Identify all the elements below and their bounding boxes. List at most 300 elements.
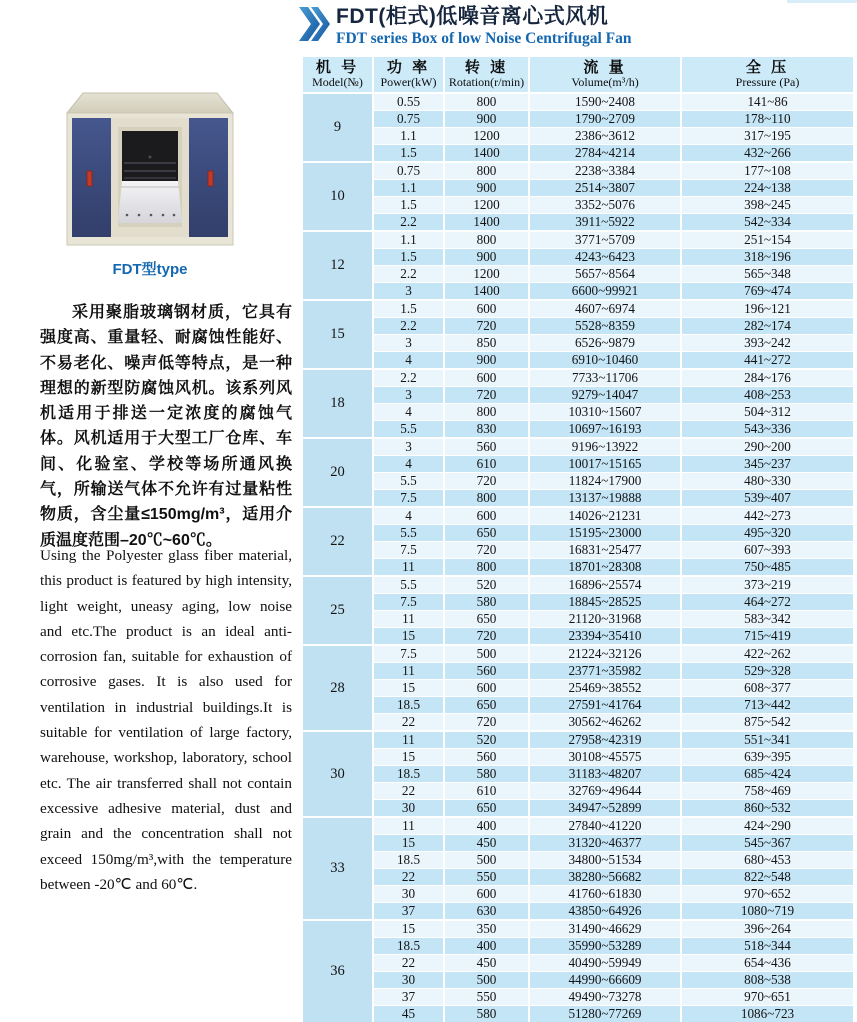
cell-rotation: 600 bbox=[445, 508, 528, 524]
cell-rotation: 650 bbox=[445, 525, 528, 541]
cell-volume: 21120~31968 bbox=[530, 611, 680, 627]
cell-rotation: 900 bbox=[445, 180, 528, 196]
cell-power: 22 bbox=[374, 714, 443, 730]
cell-volume: 16896~25574 bbox=[530, 577, 680, 593]
cell-rotation: 720 bbox=[445, 318, 528, 334]
cell-pressure: 224~138 bbox=[682, 180, 853, 196]
cell-pressure: 495~320 bbox=[682, 525, 853, 541]
cell-power: 11 bbox=[374, 818, 443, 834]
cell-pressure: 583~342 bbox=[682, 611, 853, 627]
cell-power: 30 bbox=[374, 800, 443, 816]
model-group bbox=[303, 370, 853, 437]
cell-rotation: 650 bbox=[445, 800, 528, 816]
table-row bbox=[374, 766, 853, 782]
cell-volume: 2514~3807 bbox=[530, 180, 680, 196]
cell-rotation: 800 bbox=[445, 232, 528, 248]
cell-pressure: 654~436 bbox=[682, 955, 853, 971]
cell-pressure: 1086~723 bbox=[682, 1006, 853, 1022]
fan-handle-right bbox=[208, 171, 213, 186]
cell-volume: 30108~45575 bbox=[530, 749, 680, 765]
model-group bbox=[303, 577, 853, 644]
model-cell: 20 bbox=[303, 439, 372, 506]
cell-volume: 23771~35982 bbox=[530, 663, 680, 679]
model-cell: 15 bbox=[303, 301, 372, 368]
table-row bbox=[374, 542, 853, 558]
cell-rotation: 580 bbox=[445, 594, 528, 610]
cell-power: 4 bbox=[374, 404, 443, 420]
cell-volume: 2386~3612 bbox=[530, 128, 680, 144]
cell-rotation: 610 bbox=[445, 783, 528, 799]
cell-volume: 5657~8564 bbox=[530, 266, 680, 282]
cell-power: 2.2 bbox=[374, 214, 443, 230]
cell-rotation: 900 bbox=[445, 352, 528, 368]
column-header-cn: 转 速 bbox=[464, 59, 509, 77]
cell-rotation: 1200 bbox=[445, 128, 528, 144]
table-row bbox=[374, 903, 853, 919]
cell-volume: 10697~16193 bbox=[530, 421, 680, 437]
cell-rotation: 850 bbox=[445, 335, 528, 351]
cell-volume: 6526~9879 bbox=[530, 335, 680, 351]
cell-rotation: 800 bbox=[445, 163, 528, 179]
cell-pressure: 282~174 bbox=[682, 318, 853, 334]
cell-pressure: 539~407 bbox=[682, 490, 853, 506]
table-row bbox=[374, 869, 853, 885]
cell-rotation: 400 bbox=[445, 818, 528, 834]
cell-rotation: 350 bbox=[445, 921, 528, 937]
table-row bbox=[374, 628, 853, 644]
cell-rotation: 600 bbox=[445, 370, 528, 386]
cell-pressure: 393~242 bbox=[682, 335, 853, 351]
model-cell: 28 bbox=[303, 646, 372, 730]
description-english: Using the Polyester glass fiber material, this product is featured by high intensity, light weight, uneasy aging, low noise and etc.The product is an ideal anti-corrosion fan, suitable for exhaustion of corrosive gases. It is also used for ventilation in industrial buildings.It is suitable for ventilation of large factory, warehouse, workshop, laboratory, school etc. The air transferred shall not contain excessive adhesive material, dust and grain and the concentration shall not exceed 150mg/m³,with the temperature between -20℃ and 60℃. bbox=[40, 547, 292, 893]
cell-rotation: 580 bbox=[445, 1006, 528, 1022]
table-row bbox=[374, 749, 853, 765]
table-row bbox=[374, 111, 853, 127]
cell-pressure: 685~424 bbox=[682, 766, 853, 782]
column-header-en: Power(kW) bbox=[380, 75, 437, 90]
model-group bbox=[303, 818, 853, 919]
fan-handle-left bbox=[87, 171, 92, 186]
table-row bbox=[374, 559, 853, 575]
model-cell: 22 bbox=[303, 508, 372, 575]
cell-volume: 4607~6974 bbox=[530, 301, 680, 317]
cell-rotation: 720 bbox=[445, 387, 528, 403]
table-row bbox=[374, 283, 853, 299]
table-row bbox=[374, 1006, 853, 1022]
cell-rotation: 900 bbox=[445, 249, 528, 265]
cell-power: 0.75 bbox=[374, 163, 443, 179]
cell-rotation: 800 bbox=[445, 559, 528, 575]
cell-power: 2.2 bbox=[374, 318, 443, 334]
cell-volume: 2238~3384 bbox=[530, 163, 680, 179]
cell-power: 7.5 bbox=[374, 490, 443, 506]
cell-rotation: 450 bbox=[445, 955, 528, 971]
cell-pressure: 529~328 bbox=[682, 663, 853, 679]
cell-pressure: 808~538 bbox=[682, 972, 853, 988]
description-chinese: 采用聚脂玻璃钢材质，它具有强度高、重量轻、耐腐蚀性能好、不易老化、噪声低等特点，是一种理想的新型防腐蚀风机。该系列风机适用于排送一定浓度的腐蚀气体。风机适用于大型工厂仓库、车间、化验室、学校等场所通风换气，所输送气体不允许有过量粘性物质，含尘量≤150mg/m³，适用介质温度范围–20℃~60℃。 bbox=[40, 304, 292, 549]
cell-pressure: 442~273 bbox=[682, 508, 853, 524]
cell-pressure: 639~395 bbox=[682, 749, 853, 765]
table-row bbox=[374, 714, 853, 730]
cell-power: 11 bbox=[374, 559, 443, 575]
cell-pressure: 196~121 bbox=[682, 301, 853, 317]
cell-rotation: 600 bbox=[445, 886, 528, 902]
table-row bbox=[374, 214, 853, 230]
cell-rotation: 1400 bbox=[445, 283, 528, 299]
cell-pressure: 680~453 bbox=[682, 852, 853, 868]
cell-volume: 6600~99921 bbox=[530, 283, 680, 299]
table-row bbox=[374, 646, 853, 662]
cell-pressure: 551~341 bbox=[682, 732, 853, 748]
cell-volume: 51280~77269 bbox=[530, 1006, 680, 1022]
column-header-en: Volume(m³/h) bbox=[571, 75, 639, 90]
scan-edge-artifact bbox=[787, 0, 857, 3]
table-header-row bbox=[303, 57, 853, 92]
model-group bbox=[303, 508, 853, 575]
cell-pressure: 607~393 bbox=[682, 542, 853, 558]
table-row bbox=[374, 128, 853, 144]
cell-pressure: 317~195 bbox=[682, 128, 853, 144]
cell-rotation: 550 bbox=[445, 989, 528, 1005]
spec-table bbox=[303, 57, 853, 1021]
cell-rotation: 500 bbox=[445, 852, 528, 868]
cell-volume: 1590~2408 bbox=[530, 94, 680, 110]
table-row bbox=[374, 663, 853, 679]
cell-rotation: 1400 bbox=[445, 214, 528, 230]
cell-volume: 3911~5922 bbox=[530, 214, 680, 230]
page-title: FDT(柜式)低噪音离心式风机 bbox=[336, 5, 609, 28]
cell-pressure: 970~651 bbox=[682, 989, 853, 1005]
model-cell: 36 bbox=[303, 921, 372, 1022]
cell-volume: 10310~15607 bbox=[530, 404, 680, 420]
cell-volume: 3771~5709 bbox=[530, 232, 680, 248]
model-group bbox=[303, 439, 853, 506]
table-row bbox=[374, 783, 853, 799]
cell-pressure: 715~419 bbox=[682, 628, 853, 644]
cell-power: 15 bbox=[374, 628, 443, 644]
cell-rotation: 500 bbox=[445, 646, 528, 662]
model-cell: 33 bbox=[303, 818, 372, 919]
double-chevron-icon bbox=[298, 5, 330, 43]
cell-pressure: 290~200 bbox=[682, 439, 853, 455]
table-row bbox=[374, 421, 853, 437]
table-row bbox=[374, 680, 853, 696]
cell-rotation: 450 bbox=[445, 835, 528, 851]
cell-volume: 14026~21231 bbox=[530, 508, 680, 524]
cell-volume: 31320~46377 bbox=[530, 835, 680, 851]
cell-pressure: 860~532 bbox=[682, 800, 853, 816]
cell-pressure: 565~348 bbox=[682, 266, 853, 282]
cell-power: 18.5 bbox=[374, 938, 443, 954]
cell-power: 5.5 bbox=[374, 473, 443, 489]
cell-pressure: 464~272 bbox=[682, 594, 853, 610]
cell-pressure: 177~108 bbox=[682, 163, 853, 179]
cell-pressure: 396~264 bbox=[682, 921, 853, 937]
cell-rotation: 560 bbox=[445, 439, 528, 455]
cell-volume: 18845~28525 bbox=[530, 594, 680, 610]
model-cell: 9 bbox=[303, 94, 372, 161]
cell-pressure: 545~367 bbox=[682, 835, 853, 851]
model-cell: 12 bbox=[303, 232, 372, 299]
cell-rotation: 720 bbox=[445, 628, 528, 644]
cell-pressure: 713~442 bbox=[682, 697, 853, 713]
cell-pressure: 408~253 bbox=[682, 387, 853, 403]
table-row bbox=[374, 387, 853, 403]
table-row bbox=[374, 318, 853, 334]
table-row bbox=[374, 180, 853, 196]
cell-power: 5.5 bbox=[374, 525, 443, 541]
model-cell: 25 bbox=[303, 577, 372, 644]
cell-power: 3 bbox=[374, 387, 443, 403]
table-row bbox=[374, 818, 853, 834]
cell-volume: 21224~32126 bbox=[530, 646, 680, 662]
model-group bbox=[303, 94, 853, 161]
cell-volume: 40490~59949 bbox=[530, 955, 680, 971]
cell-pressure: 284~176 bbox=[682, 370, 853, 386]
model-group bbox=[303, 301, 853, 368]
model-group bbox=[303, 232, 853, 299]
cell-power: 1.5 bbox=[374, 145, 443, 161]
cell-rotation: 1200 bbox=[445, 197, 528, 213]
cell-volume: 41760~61830 bbox=[530, 886, 680, 902]
cell-rotation: 1400 bbox=[445, 145, 528, 161]
cell-pressure: 542~334 bbox=[682, 214, 853, 230]
cell-volume: 5528~8359 bbox=[530, 318, 680, 334]
cell-power: 22 bbox=[374, 869, 443, 885]
table-row bbox=[374, 163, 853, 179]
title-block bbox=[298, 5, 631, 48]
cell-power: 7.5 bbox=[374, 646, 443, 662]
cell-rotation: 800 bbox=[445, 404, 528, 420]
cell-pressure: 432~266 bbox=[682, 145, 853, 161]
cell-power: 18.5 bbox=[374, 697, 443, 713]
cell-power: 11 bbox=[374, 663, 443, 679]
table-row bbox=[374, 972, 853, 988]
table-row bbox=[374, 335, 853, 351]
cell-volume: 32769~49644 bbox=[530, 783, 680, 799]
table-row bbox=[374, 456, 853, 472]
cell-power: 22 bbox=[374, 783, 443, 799]
cell-power: 1.5 bbox=[374, 301, 443, 317]
cell-volume: 15195~23000 bbox=[530, 525, 680, 541]
cell-power: 15 bbox=[374, 835, 443, 851]
cell-pressure: 345~237 bbox=[682, 456, 853, 472]
table-body bbox=[303, 94, 853, 1022]
table-row bbox=[374, 955, 853, 971]
cell-pressure: 398~245 bbox=[682, 197, 853, 213]
column-header-en: Model(№) bbox=[312, 75, 363, 90]
cell-volume: 31490~46629 bbox=[530, 921, 680, 937]
column-header-volume bbox=[530, 57, 680, 92]
cell-volume: 23394~35410 bbox=[530, 628, 680, 644]
table-row bbox=[374, 577, 853, 593]
column-header-cn: 全 压 bbox=[745, 59, 790, 77]
cell-rotation: 720 bbox=[445, 473, 528, 489]
fan-top-face bbox=[67, 93, 233, 113]
cell-power: 15 bbox=[374, 921, 443, 937]
table-row bbox=[374, 852, 853, 868]
table-row bbox=[374, 800, 853, 816]
table-row bbox=[374, 508, 853, 524]
column-header-cn: 功 率 bbox=[386, 59, 431, 77]
cell-rotation: 630 bbox=[445, 903, 528, 919]
table-row bbox=[374, 732, 853, 748]
cell-power: 0.55 bbox=[374, 94, 443, 110]
cell-volume: 30562~46262 bbox=[530, 714, 680, 730]
cell-volume: 44990~66609 bbox=[530, 972, 680, 988]
cell-power: 4 bbox=[374, 508, 443, 524]
cell-pressure: 504~312 bbox=[682, 404, 853, 420]
cell-pressure: 251~154 bbox=[682, 232, 853, 248]
cell-power: 4 bbox=[374, 352, 443, 368]
cell-pressure: 178~110 bbox=[682, 111, 853, 127]
column-header-power bbox=[374, 57, 443, 92]
cell-rotation: 520 bbox=[445, 732, 528, 748]
cell-pressure: 518~344 bbox=[682, 938, 853, 954]
cell-rotation: 580 bbox=[445, 766, 528, 782]
cell-power: 7.5 bbox=[374, 542, 443, 558]
table-row bbox=[374, 352, 853, 368]
cell-power: 18.5 bbox=[374, 766, 443, 782]
cell-rotation: 800 bbox=[445, 490, 528, 506]
cell-volume: 4243~6423 bbox=[530, 249, 680, 265]
cell-power: 45 bbox=[374, 1006, 443, 1022]
table-row bbox=[374, 525, 853, 541]
model-group bbox=[303, 163, 853, 230]
cell-pressure: 970~652 bbox=[682, 886, 853, 902]
table-row bbox=[374, 266, 853, 282]
cell-power: 2.2 bbox=[374, 266, 443, 282]
table-row bbox=[374, 232, 853, 248]
cell-volume: 27958~42319 bbox=[530, 732, 680, 748]
cell-power: 0.75 bbox=[374, 111, 443, 127]
table-row bbox=[374, 439, 853, 455]
cell-power: 3 bbox=[374, 283, 443, 299]
cell-volume: 27591~41764 bbox=[530, 697, 680, 713]
cell-power: 18.5 bbox=[374, 852, 443, 868]
cell-rotation: 1200 bbox=[445, 266, 528, 282]
cell-rotation: 600 bbox=[445, 680, 528, 696]
cell-volume: 18701~28308 bbox=[530, 559, 680, 575]
table-row bbox=[374, 989, 853, 1005]
cell-pressure: 1080~719 bbox=[682, 903, 853, 919]
cell-pressure: 543~336 bbox=[682, 421, 853, 437]
cell-rotation: 610 bbox=[445, 456, 528, 472]
cell-volume: 6910~10460 bbox=[530, 352, 680, 368]
column-header-pressure bbox=[682, 57, 853, 92]
cell-volume: 31183~48207 bbox=[530, 766, 680, 782]
cell-pressure: 608~377 bbox=[682, 680, 853, 696]
cell-rotation: 600 bbox=[445, 301, 528, 317]
cell-volume: 34800~51534 bbox=[530, 852, 680, 868]
cell-rotation: 720 bbox=[445, 714, 528, 730]
cell-power: 22 bbox=[374, 955, 443, 971]
table-row bbox=[374, 490, 853, 506]
page-subtitle: FDT series Box of low Noise Centrifugal Fan bbox=[336, 30, 632, 47]
column-header-cn: 流 量 bbox=[583, 59, 627, 77]
table-row bbox=[374, 835, 853, 851]
cell-volume: 35990~53289 bbox=[530, 938, 680, 954]
cell-volume: 9279~14047 bbox=[530, 387, 680, 403]
table-row bbox=[374, 938, 853, 954]
model-cell: 30 bbox=[303, 732, 372, 816]
cell-volume: 34947~52899 bbox=[530, 800, 680, 816]
cell-power: 11 bbox=[374, 611, 443, 627]
cell-power: 1.1 bbox=[374, 180, 443, 196]
model-cell: 10 bbox=[303, 163, 372, 230]
table-row bbox=[374, 594, 853, 610]
table-row bbox=[374, 697, 853, 713]
cell-rotation: 500 bbox=[445, 972, 528, 988]
cell-rotation: 650 bbox=[445, 611, 528, 627]
product-photo bbox=[63, 87, 237, 251]
column-header-cn: 机 号 bbox=[315, 59, 360, 77]
cell-rotation: 560 bbox=[445, 663, 528, 679]
table-row bbox=[374, 404, 853, 420]
table-row bbox=[374, 249, 853, 265]
cell-pressure: 441~272 bbox=[682, 352, 853, 368]
cell-rotation: 560 bbox=[445, 749, 528, 765]
column-header-model bbox=[303, 57, 372, 92]
table-row bbox=[374, 197, 853, 213]
cell-pressure: 318~196 bbox=[682, 249, 853, 265]
cell-pressure: 750~485 bbox=[682, 559, 853, 575]
model-cell: 18 bbox=[303, 370, 372, 437]
cell-power: 1.5 bbox=[374, 197, 443, 213]
cell-rotation: 520 bbox=[445, 577, 528, 593]
cell-volume: 49490~73278 bbox=[530, 989, 680, 1005]
cell-rotation: 900 bbox=[445, 111, 528, 127]
cell-volume: 7733~11706 bbox=[530, 370, 680, 386]
cell-volume: 38280~56682 bbox=[530, 869, 680, 885]
cell-rotation: 800 bbox=[445, 94, 528, 110]
cell-power: 1.1 bbox=[374, 128, 443, 144]
cell-pressure: 769~474 bbox=[682, 283, 853, 299]
cell-pressure: 875~542 bbox=[682, 714, 853, 730]
table-row bbox=[374, 886, 853, 902]
cell-rotation: 650 bbox=[445, 697, 528, 713]
cell-volume: 27840~41220 bbox=[530, 818, 680, 834]
model-group bbox=[303, 921, 853, 1022]
cell-power: 7.5 bbox=[374, 594, 443, 610]
cell-volume: 9196~13922 bbox=[530, 439, 680, 455]
table-row bbox=[374, 301, 853, 317]
cell-power: 5.5 bbox=[374, 577, 443, 593]
cell-power: 3 bbox=[374, 335, 443, 351]
cell-power: 37 bbox=[374, 989, 443, 1005]
cell-volume: 13137~19888 bbox=[530, 490, 680, 506]
column-header-rotation bbox=[445, 57, 528, 92]
cell-pressure: 480~330 bbox=[682, 473, 853, 489]
cell-volume: 43850~64926 bbox=[530, 903, 680, 919]
cell-rotation: 400 bbox=[445, 938, 528, 954]
table-row bbox=[374, 94, 853, 110]
cell-volume: 25469~38552 bbox=[530, 680, 680, 696]
cell-pressure: 424~290 bbox=[682, 818, 853, 834]
cell-power: 1.1 bbox=[374, 232, 443, 248]
cell-rotation: 830 bbox=[445, 421, 528, 437]
cell-pressure: 758~469 bbox=[682, 783, 853, 799]
cell-power: 11 bbox=[374, 732, 443, 748]
cell-pressure: 822~548 bbox=[682, 869, 853, 885]
cell-volume: 10017~15165 bbox=[530, 456, 680, 472]
table-row bbox=[374, 921, 853, 937]
column-header-en: Pressure (Pa) bbox=[735, 75, 800, 90]
model-group bbox=[303, 732, 853, 816]
cell-power: 37 bbox=[374, 903, 443, 919]
cell-power: 4 bbox=[374, 456, 443, 472]
cell-power: 2.2 bbox=[374, 370, 443, 386]
